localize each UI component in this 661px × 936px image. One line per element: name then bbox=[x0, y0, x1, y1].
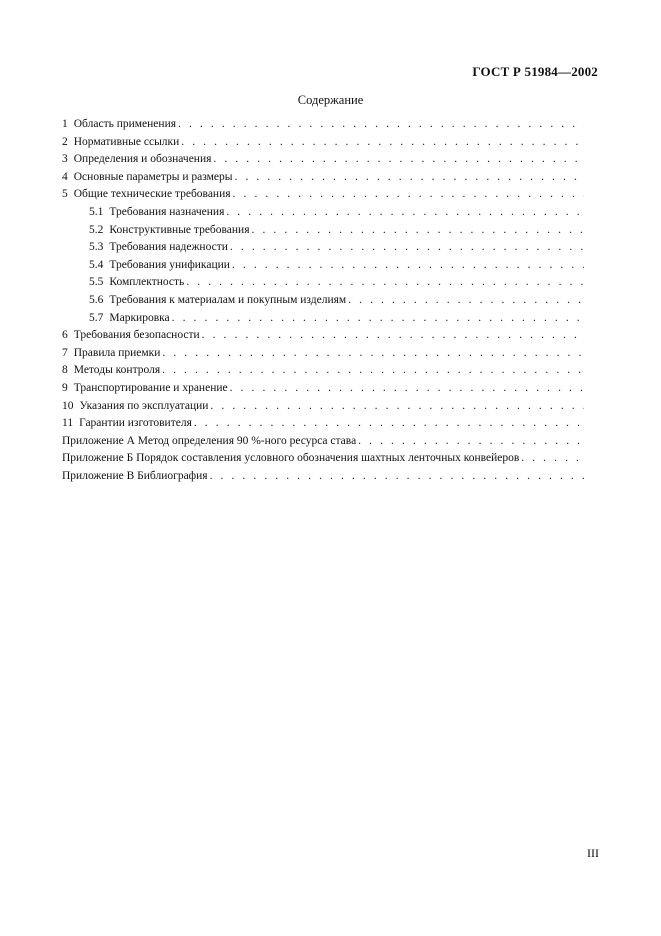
dot-leader bbox=[178, 118, 584, 130]
toc-entry bbox=[62, 224, 584, 242]
toc-entry-label: Транспортирование и хранение bbox=[73, 381, 228, 394]
toc-entry-number: 5.6 bbox=[89, 293, 104, 306]
toc-entry-label: Область применения bbox=[73, 118, 177, 130]
toc-entry bbox=[62, 329, 584, 347]
toc-entry-number: 8 bbox=[62, 364, 68, 377]
toc-entry-label: Требования безопасности bbox=[73, 329, 200, 342]
dot-leader bbox=[226, 206, 584, 218]
dot-leader bbox=[348, 294, 584, 306]
toc-entry-number: 5 bbox=[62, 188, 68, 201]
table-of-contents bbox=[62, 118, 584, 487]
toc-entry-label: Правила приемки bbox=[73, 346, 161, 359]
dot-leader bbox=[202, 329, 584, 341]
toc-entry bbox=[62, 435, 584, 453]
toc-entry-label: Приложение Б Порядок составления условного обозначения шахтных ленточных конвейеров bbox=[62, 452, 520, 465]
dot-leader bbox=[210, 400, 584, 412]
toc-entry-label: Требования унификации bbox=[109, 258, 230, 271]
toc-entry-number: 5.1 bbox=[89, 205, 104, 218]
toc-entry-number: 5.7 bbox=[89, 311, 104, 324]
toc-entry-number: 2 bbox=[62, 135, 68, 148]
dot-leader bbox=[233, 188, 584, 200]
toc-entry bbox=[62, 470, 584, 488]
toc-entry bbox=[62, 241, 584, 259]
toc-entry-label: Приложение А Метод определения 90 %-ного ресурса става bbox=[62, 434, 357, 447]
dot-leader bbox=[181, 136, 584, 148]
toc-entry-number: 5.3 bbox=[89, 241, 104, 254]
toc-entry-number: 5.5 bbox=[89, 276, 104, 289]
toc-entry-label: Конструктивные требования bbox=[109, 223, 250, 236]
toc-entry-label: Определения и обозначения bbox=[73, 153, 212, 166]
toc-entry-label: Требования надежности bbox=[109, 241, 228, 254]
dot-leader bbox=[232, 259, 584, 271]
dot-leader bbox=[230, 382, 584, 394]
toc-entry-label: Требования назначения bbox=[109, 205, 225, 218]
page-number: III bbox=[587, 846, 599, 860]
toc-entry-label: Гарантии изготовителя bbox=[79, 417, 192, 430]
toc-entry bbox=[62, 276, 584, 294]
toc-entry-label: Приложение В Библиография bbox=[62, 469, 208, 482]
toc-entry-number: 9 bbox=[62, 381, 68, 394]
toc-entry-label: Комплектность bbox=[109, 276, 185, 289]
toc-entry-label: Нормативные ссылки bbox=[73, 135, 180, 148]
toc-entry bbox=[62, 400, 584, 418]
dot-leader bbox=[186, 276, 584, 288]
toc-entry-number: 11 bbox=[62, 417, 74, 430]
toc-entry-label: Указания по эксплуатации bbox=[79, 399, 209, 412]
toc-entry-number: 3 bbox=[62, 153, 68, 166]
toc-entry bbox=[62, 382, 584, 400]
toc-entry-number: 5.2 bbox=[89, 223, 104, 236]
toc-entry-label: Основные параметры и размеры bbox=[73, 170, 233, 183]
dot-leader bbox=[230, 241, 584, 253]
toc-entry bbox=[62, 136, 584, 154]
dot-leader bbox=[358, 435, 584, 447]
document-id: ГОСТ Р 51984—2002 bbox=[472, 64, 598, 79]
toc-entry bbox=[62, 118, 584, 136]
toc-entry bbox=[62, 347, 584, 365]
toc-entry bbox=[62, 294, 584, 312]
toc-entry bbox=[62, 417, 584, 435]
toc-entry-number: 7 bbox=[62, 346, 68, 359]
toc-entry bbox=[62, 171, 584, 189]
toc-entry bbox=[62, 452, 584, 470]
dot-leader bbox=[521, 452, 584, 464]
dot-leader bbox=[172, 312, 584, 324]
toc-entry-number: 4 bbox=[62, 170, 68, 183]
toc-entry bbox=[62, 153, 584, 171]
dot-leader bbox=[162, 364, 584, 376]
toc-entry-label: Методы контроля bbox=[73, 364, 161, 377]
dot-leader bbox=[235, 171, 585, 183]
toc-entry bbox=[62, 206, 584, 224]
dot-leader bbox=[213, 153, 584, 165]
toc-entry bbox=[62, 312, 584, 330]
toc-entry bbox=[62, 188, 584, 206]
toc-entry-label: Маркировка bbox=[109, 311, 170, 324]
toc-entry-number: 6 bbox=[62, 329, 68, 342]
toc-entry bbox=[62, 364, 584, 382]
page-title: Содержание bbox=[297, 93, 364, 107]
toc-entry-number: 1 bbox=[62, 118, 68, 130]
dot-leader bbox=[210, 470, 584, 482]
dot-leader bbox=[162, 347, 584, 359]
toc-entry-label: Требования к материалам и покупным изделиям bbox=[109, 293, 347, 306]
toc-entry-number: 5.4 bbox=[89, 258, 104, 271]
toc-entry-label: Общие технические требования bbox=[73, 188, 231, 201]
dot-leader bbox=[252, 224, 584, 236]
toc-entry bbox=[62, 259, 584, 277]
toc-entry-number: 10 bbox=[62, 399, 74, 412]
dot-leader bbox=[194, 417, 584, 429]
